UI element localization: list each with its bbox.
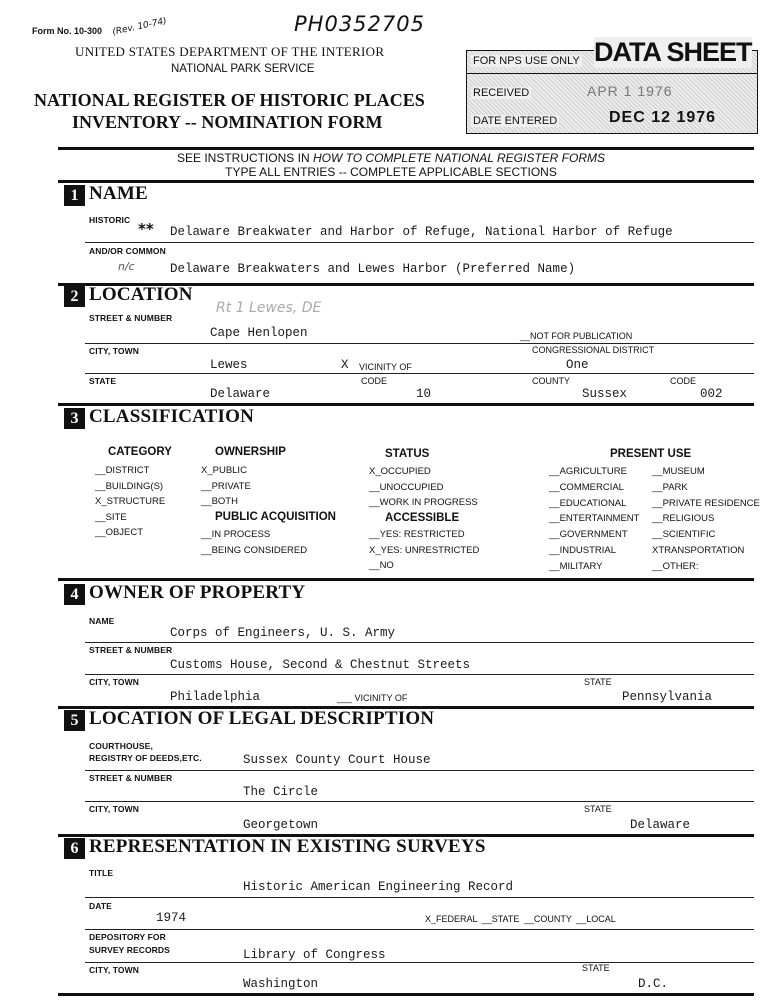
classification-option: __PRIVATE RESIDENCE: [652, 497, 760, 509]
historic-label: HISTORIC: [89, 215, 131, 225]
vicinity-mark: X: [341, 358, 349, 372]
legal-city-label: CITY, TOWN: [89, 804, 139, 814]
classification-option: X_PUBLIC: [201, 465, 247, 476]
section-6-number: 6: [64, 838, 85, 859]
owner-state-value: Pennsylvania: [622, 690, 713, 704]
present-use-heading: PRESENT USE: [610, 448, 692, 460]
legal-state-value: Delaware: [630, 818, 691, 832]
common-name-value: Delaware Breakwaters and Lewes Harbor (Preferred Name): [170, 262, 576, 276]
legal-street-label: STREET & NUMBER: [89, 773, 173, 783]
survey-title-value: Historic American Engineering Record: [243, 880, 514, 894]
city-value: Lewes: [210, 358, 248, 372]
owner-city-value: Philadelphia: [170, 690, 261, 704]
section-5-number: 5: [64, 710, 85, 731]
form-title-line1: NATIONAL REGISTER OF HISTORIC PLACES: [34, 90, 425, 110]
classification-option: __BEING CONSIDERED: [201, 544, 308, 556]
vicinity-label: VICINITY OF: [359, 362, 412, 372]
section-1-number: 1: [64, 185, 85, 206]
historic-mark: **: [138, 220, 154, 238]
legal-state-label: STATE: [584, 804, 612, 814]
survey-date-value: 1974: [156, 911, 187, 925]
classification-option: __WORK IN PROGRESS: [369, 497, 478, 508]
code-label: CODE: [361, 376, 388, 386]
county-code-label: CODE: [670, 376, 697, 386]
classification-option: __SITE: [95, 511, 127, 523]
received-date: APR 1 1976: [587, 83, 673, 99]
department-name: UNITED STATES DEPARTMENT OF THE INTERIOR: [75, 44, 385, 59]
classification-option: __ENTERTAINMENT: [549, 513, 640, 525]
nps-use-box: [466, 37, 758, 134]
county-value: Sussex: [582, 387, 628, 401]
section-5-title: LOCATION OF LEGAL DESCRIPTION: [89, 708, 435, 729]
owner-street-value: Customs House, Second & Chestnut Streets: [170, 658, 471, 672]
classification-option: __COMMERCIAL: [549, 481, 624, 493]
instructions-line1: SEE INSTRUCTIONS IN HOW TO COMPLETE NATIONAL REGISTER FORMS: [176, 151, 606, 165]
form-number: Form No. 10-300: [32, 26, 103, 36]
survey-state-value: D.C.: [638, 977, 669, 991]
classification-option: __MUSEUM: [652, 466, 705, 477]
owner-name-label: NAME: [89, 616, 115, 626]
classification-option: __PARK: [652, 481, 688, 493]
not-for-publication: __NOT FOR PUBLICATION: [520, 331, 633, 341]
data-sheet-stamp: DATA SHEET: [594, 37, 752, 67]
state-value: Delaware: [210, 387, 271, 401]
courthouse-label-1: COURTHOUSE,: [89, 741, 153, 751]
common-label: AND/OR COMMON: [89, 246, 166, 256]
classification-option: __OTHER:: [652, 560, 699, 572]
public-acquisition-heading: PUBLIC ACQUISITION: [215, 511, 336, 523]
county-label: COUNTY: [532, 376, 570, 386]
classification-option: __NO: [369, 560, 394, 571]
classification-option: X_STRUCTURE: [95, 496, 166, 507]
instructions-divider: [58, 180, 754, 183]
survey-city-label: CITY, TOWN: [89, 965, 139, 975]
legal-city-value: Georgetown: [243, 818, 319, 832]
classification-option: X_YES: UNRESTRICTED: [369, 544, 480, 556]
street-handwritten-note: Rt 1 Lewes, DE: [216, 300, 322, 316]
section-3-title: CLASSIFICATION: [89, 406, 255, 427]
classification-option: __BOTH: [201, 496, 238, 507]
classification-option: XTRANSPORTATION: [652, 545, 745, 556]
section-4-number: 4: [64, 584, 85, 605]
ownership-heading: OWNERSHIP: [215, 446, 286, 458]
classification-option: __BUILDING(S): [95, 480, 164, 492]
classification-option: __OBJECT: [95, 527, 144, 538]
classification-option: __SCIENTIFIC: [652, 529, 716, 541]
survey-title-label: TITLE: [89, 868, 114, 878]
courthouse-label-2: REGISTRY OF DEEDS,ETC.: [89, 753, 202, 763]
survey-level-options: X_FEDERAL __STATE __COUNTY __LOCAL: [425, 914, 616, 924]
depository-label-1: DEPOSITORY FOR: [89, 932, 166, 942]
survey-state-label: STATE: [582, 963, 610, 973]
county-code-value: 002: [700, 387, 723, 401]
congressional-district-label: CONGRESSIONAL DISTRICT: [532, 345, 655, 355]
date-entered-value: DEC 12 1976: [609, 109, 717, 126]
category-heading: CATEGORY: [108, 446, 172, 458]
section-2-number: 2: [64, 286, 85, 307]
date-entered-label: DATE ENTERED: [473, 115, 558, 127]
survey-city-value: Washington: [243, 977, 319, 991]
classification-option: __AGRICULTURE: [549, 466, 627, 477]
form-revision: (Rev. 10-74): [111, 16, 168, 38]
status-heading: STATUS: [385, 448, 430, 460]
classification-option: __RELIGIOUS: [652, 513, 715, 525]
classification-option: __INDUSTRIAL: [549, 545, 617, 556]
classification-option: __MILITARY: [549, 560, 603, 572]
classification-option: __EDUCATIONAL: [549, 497, 627, 509]
top-divider: [58, 147, 754, 150]
courthouse-value: Sussex County Court House: [243, 753, 431, 767]
historic-name-value: Delaware Breakwater and Harbor of Refuge, National Harbor of Refuge: [170, 225, 673, 239]
classification-option: __UNOCCUPIED: [369, 481, 444, 493]
instructions-line2: TYPE ALL ENTRIES -- COMPLETE APPLICABLE SECTIONS: [225, 165, 557, 179]
classification-option: __YES: RESTRICTED: [369, 529, 465, 540]
owner-state-label: STATE: [584, 677, 612, 687]
section-6-title: REPRESENTATION IN EXISTING SURVEYS: [89, 836, 486, 857]
nps-use-label: FOR NPS USE ONLY: [473, 55, 580, 67]
common-mark: n/c: [118, 260, 135, 273]
form-title-line2: INVENTORY -- NOMINATION FORM: [72, 112, 383, 132]
classification-option: __DISTRICT: [95, 465, 150, 476]
accessible-heading: ACCESSIBLE: [385, 512, 460, 524]
survey-date-label: DATE: [89, 901, 112, 911]
received-label: RECEIVED: [473, 87, 530, 99]
depository-label-2: SURVEY RECORDS: [89, 945, 170, 955]
stamp-number: PH0352705: [294, 12, 425, 36]
depository-value: Library of Congress: [243, 948, 386, 962]
owner-name-value: Corps of Engineers, U. S. Army: [170, 626, 396, 640]
congressional-district-value: One: [566, 358, 589, 372]
section-2-title: LOCATION: [89, 284, 193, 305]
state-code-value: 10: [416, 387, 432, 401]
owner-vicinity-label: ___ VICINITY OF: [337, 693, 408, 703]
street-value: Cape Henlopen: [210, 326, 308, 340]
section-3-number: 3: [64, 408, 85, 429]
street-number-label: STREET & NUMBER: [89, 313, 173, 323]
owner-city-label: CITY, TOWN: [89, 677, 139, 687]
classification-option: __PRIVATE: [201, 480, 251, 492]
legal-street-value: The Circle: [243, 785, 319, 799]
section-1-title: NAME: [89, 183, 148, 204]
owner-street-label: STREET & NUMBER: [89, 645, 173, 655]
state-label: STATE: [89, 376, 117, 386]
city-town-label: CITY, TOWN: [89, 346, 139, 356]
classification-option: X_OCCUPIED: [369, 466, 431, 477]
section-4-title: OWNER OF PROPERTY: [89, 582, 306, 603]
classification-option: __GOVERNMENT: [549, 529, 628, 541]
classification-option: __IN PROCESS: [201, 529, 271, 540]
service-name: NATIONAL PARK SERVICE: [171, 63, 315, 75]
